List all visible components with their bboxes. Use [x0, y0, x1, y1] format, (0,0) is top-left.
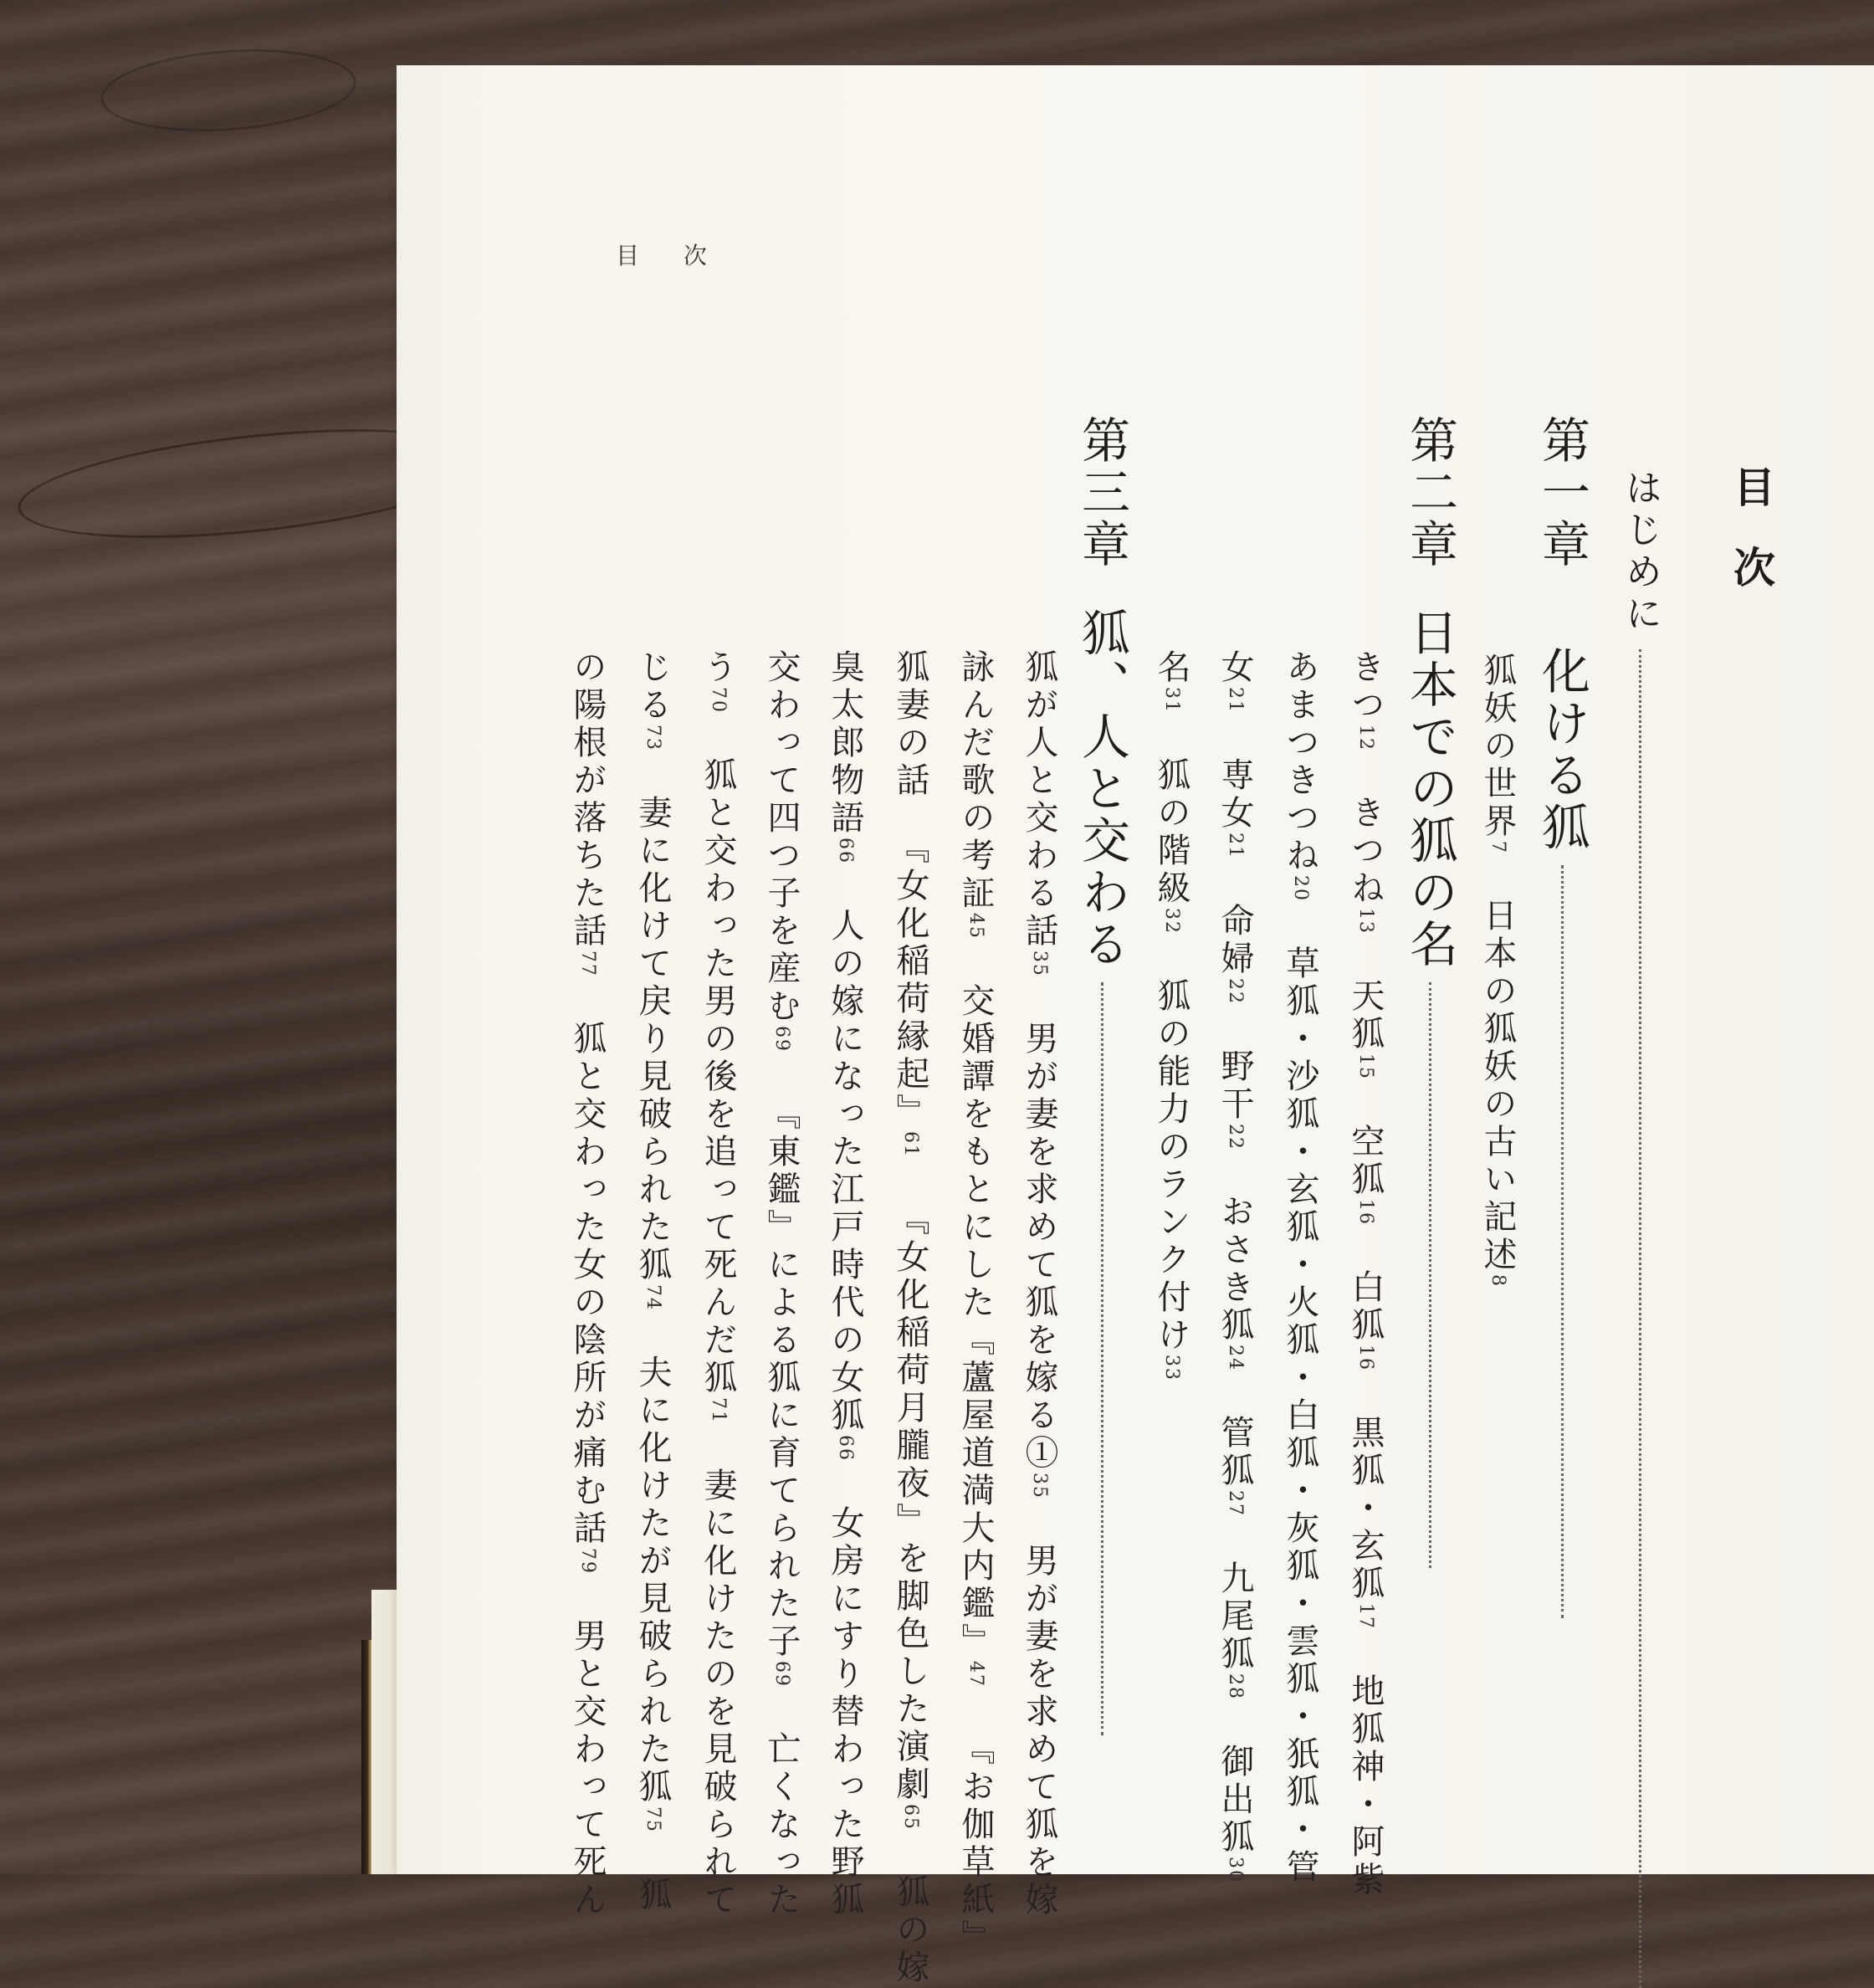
chapter-3-heading[interactable] [1073, 415, 1130, 1735]
chapter-number: 第二章 [1401, 415, 1458, 571]
chapter-2-line [1218, 649, 1252, 1897]
page-number: 21 [1225, 833, 1246, 859]
chapter-3-line [893, 649, 927, 1987]
page-number: 21 [1225, 687, 1246, 714]
page-number: 16 [1355, 1345, 1376, 1371]
toc-entry[interactable]: 地狐神・阿紫 [1346, 1673, 1385, 1899]
toc-entry[interactable]: 名 [1152, 649, 1190, 687]
page-number: 16 [1355, 1199, 1376, 1226]
page-number: 12 [1355, 725, 1376, 751]
chapter-3-line [956, 649, 995, 1957]
toc-title: 目次 [1727, 465, 1776, 626]
toc-entry[interactable]: 黒狐・玄狐 [1346, 1415, 1385, 1603]
toc-entry[interactable]: 男が妻を求めて狐を嫁る① [1020, 1021, 1058, 1473]
book-edge-pages [371, 1590, 397, 1874]
page-number: 69 [771, 1661, 792, 1688]
toc-entry[interactable]: 草狐・沙狐・玄狐・火狐・白狐・灰狐・雲狐・㹝狐・管 [1281, 945, 1319, 1887]
toc-entry[interactable]: 『お伽草紙』 [956, 1731, 995, 1957]
leader-dots [1561, 865, 1564, 1618]
chapter-2-line [1346, 649, 1385, 1899]
page-number: 71 [708, 1397, 729, 1424]
wood-knot [98, 41, 359, 139]
toc-entry[interactable]: 狐の嫁 [891, 1874, 929, 1987]
toc-entry[interactable]: の陽根が落ちた話 [568, 649, 607, 950]
toc-entry[interactable]: きつね [1346, 795, 1385, 908]
page-number: 65 [900, 1804, 921, 1831]
toc-entry[interactable]: 白狐 [1346, 1269, 1385, 1345]
chapter-3-line [762, 649, 801, 1919]
toc-entry[interactable]: 亡くなった [762, 1731, 801, 1919]
page-number: 47 [965, 1661, 986, 1688]
chapter-3-line [633, 649, 672, 1914]
page-number: 31 [1161, 687, 1182, 714]
toc-entry[interactable]: 狐の能力のランク付け [1152, 978, 1190, 1355]
page-number: 28 [1225, 1673, 1246, 1700]
toc-entry[interactable]: 『東鑑』による狐に育てられた子 [762, 1096, 801, 1661]
chapter-1-entries [1478, 653, 1517, 1301]
toc-entry[interactable]: 御出狐 [1216, 1744, 1254, 1857]
chapter-number: 第一章 [1534, 415, 1590, 571]
chapter-1-heading[interactable] [1534, 415, 1590, 1618]
toc-entry[interactable]: 妻に化けたのを見破られて [699, 1468, 737, 1919]
toc-entry[interactable]: じる [633, 649, 672, 725]
page-number: 33 [1161, 1355, 1182, 1381]
page-number: 45 [965, 913, 986, 940]
leader-dots [1429, 982, 1431, 1568]
toc-entry[interactable]: 交婚譚をもとにした『蘆屋道満大内鑑』 [956, 983, 995, 1661]
toc-entry[interactable]: 管狐 [1216, 1415, 1254, 1490]
toc-entry[interactable]: 狐の階級 [1152, 757, 1190, 908]
page-number: 20 [1290, 875, 1311, 902]
page-number: 61 [900, 1131, 921, 1158]
chapter-title: 狐、人と交わる [1073, 607, 1130, 971]
page-number: 70 [708, 687, 729, 714]
toc-entry[interactable]: おさき狐 [1216, 1194, 1254, 1345]
toc-entry[interactable]: 男と交わって死ん [568, 1618, 607, 1919]
page-number: 69 [771, 1026, 792, 1053]
toc-entry[interactable]: 空狐 [1346, 1124, 1385, 1199]
page-number: 79 [577, 1548, 598, 1575]
chapter-3-line [1022, 649, 1056, 1919]
page-number: 35 [1029, 950, 1050, 977]
chapter-title: 日本での狐の名 [1401, 607, 1458, 971]
toc-entry[interactable]: 命婦 [1216, 903, 1254, 978]
page-number: 32 [1161, 908, 1182, 935]
toc-entry[interactable]: 『女化稲荷月朧夜』を脚色した演劇 [891, 1202, 929, 1804]
toc-entry[interactable]: 詠んだ歌の考証 [956, 649, 995, 913]
page-number: 75 [643, 1806, 663, 1833]
page-number: 66 [835, 838, 856, 864]
page-number: 24 [1225, 1345, 1246, 1371]
page-number: 73 [643, 725, 663, 751]
toc-entry[interactable]: 臭太郎物語 [826, 649, 864, 838]
chapter-2-line [1283, 649, 1317, 1887]
toc-entry[interactable]: きつ [1346, 649, 1385, 725]
chapter-title: 化ける狐 [1534, 646, 1590, 853]
page-number: 15 [1355, 1053, 1376, 1080]
leader-dots [1101, 982, 1103, 1735]
page-number: 17 [1355, 1603, 1376, 1630]
toc-entry[interactable]: 九尾狐 [1216, 1560, 1254, 1673]
page-number: 77 [577, 950, 598, 977]
page-number: 35 [1029, 1473, 1050, 1499]
toc-entry[interactable]: 野干 [1216, 1048, 1254, 1124]
chapter-2-line [1152, 649, 1190, 1395]
chapter-number: 第三章 [1073, 415, 1130, 571]
toc-entry[interactable]: 人の嫁になった江戸時代の女狐 [826, 908, 864, 1435]
page-number: 30 [1225, 1857, 1246, 1883]
chapter-3-line [568, 649, 607, 1919]
toc-entry[interactable]: 狐と交わった女の陰所が痛む話 [568, 1021, 607, 1548]
intro-label: はじめに [1619, 469, 1662, 636]
toc-entry[interactable]: あまつきつね [1281, 649, 1319, 875]
toc-entry[interactable]: 日本の狐妖の古い記述 [1478, 898, 1517, 1274]
toc-entry[interactable]: 妻に化けて戻り見破られた狐 [633, 795, 672, 1284]
page-number: 66 [835, 1435, 856, 1462]
toc-entry[interactable]: 女 [1216, 649, 1254, 687]
toc-entry[interactable]: 男が妻を求めて狐を嫁 [1020, 1543, 1058, 1919]
page-number: 22 [1225, 1124, 1246, 1150]
toc-entry[interactable]: 狐 [633, 1877, 672, 1914]
running-head: 目 次 [616, 242, 725, 269]
chapter-2-heading[interactable] [1401, 415, 1458, 1568]
toc-entry[interactable]: う [699, 649, 737, 687]
page-number: 13 [1355, 908, 1376, 935]
chapter-3-line [828, 649, 862, 1919]
chapter-3-line [701, 649, 735, 1919]
leader-dots [1639, 649, 1641, 1988]
toc-entry[interactable]: 専女 [1216, 757, 1254, 833]
page-number: 8 [1487, 1274, 1508, 1288]
toc-entry[interactable]: 狐が人と交わる話 [1020, 649, 1058, 950]
toc-entry[interactable]: 夫に化けたが見破られた狐 [633, 1355, 672, 1806]
page-number: 27 [1225, 1490, 1246, 1517]
toc-entry[interactable]: 狐と交わった男の後を追って死んだ狐 [699, 757, 737, 1397]
toc-entry[interactable]: 交わって四つ子を産む [762, 649, 801, 1026]
page-number: 22 [1225, 978, 1246, 1005]
intro-entry[interactable] [1619, 469, 1662, 1988]
toc-entry[interactable]: 天狐 [1346, 978, 1385, 1053]
toc-entry[interactable]: 狐妻の話 [891, 649, 929, 800]
book-edge [361, 1640, 371, 1874]
page-number: 7 [1487, 841, 1508, 854]
toc-entry[interactable]: 狐妖の世界 [1478, 653, 1517, 841]
page-number: 74 [643, 1284, 663, 1311]
toc-entry[interactable]: 『女化稲荷縁起』 [891, 830, 929, 1131]
toc-entry[interactable]: 女房にすり替わった野狐 [826, 1505, 864, 1919]
